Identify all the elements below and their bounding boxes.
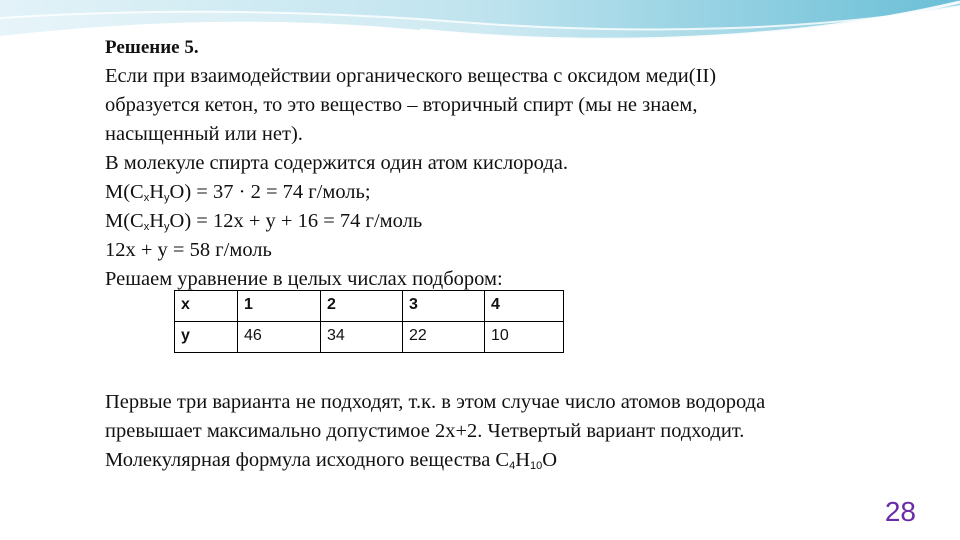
selection-table: [174, 290, 564, 353]
table-cell: 4: [485, 291, 564, 322]
paragraph-line: насыщенный или нет).: [105, 123, 303, 145]
paragraph-line: Если при взаимодействии органического вещества с оксидом меди(II): [105, 65, 717, 87]
page-number: 28: [884, 496, 916, 527]
conclusion-line: превышает максимально допустимое 2x+2. Четвертый вариант подходит.: [105, 420, 745, 442]
table-cell: 2: [321, 291, 403, 322]
table-cell: 46: [238, 322, 321, 353]
solution-text: [105, 33, 905, 294]
table-cell: 10: [485, 322, 564, 353]
solution-heading: Решение 5.: [105, 37, 199, 58]
conclusion-text: [105, 388, 925, 475]
paragraph-line: образуется кетон, то это вещество – вторичный спирт (мы не знаем,: [105, 94, 698, 116]
table-cell: 22: [403, 322, 485, 353]
table-cell: x: [175, 291, 238, 322]
table-row-x: [175, 291, 564, 322]
equation-simplified: 12x + y = 58 г/моль: [105, 239, 272, 261]
equation-formula-mass: $M(C_xH_yO) = 12x + y + 16 = 74$ г/моль: [105, 210, 423, 233]
table-cell: 1: [238, 291, 321, 322]
table-cell: 3: [403, 291, 485, 322]
table-cell: 34: [321, 322, 403, 353]
equation-molar-mass: $M(C_xH_yO) = 37 \cdot 2 = 74$ г/моль;: [105, 181, 371, 204]
molecular-formula-line: Молекулярная формула исходного вещества $C_4H_{10}O$: [105, 449, 558, 472]
table-row-y: [175, 322, 564, 353]
method-line: Решаем уравнение в целых числах подбором:: [105, 268, 503, 290]
conclusion-line: Первые три варианта не подходят, т.к. в этом случае число атомов водорода: [105, 391, 766, 413]
paragraph-line: В молекуле спирта содержится один атом кислорода.: [105, 152, 568, 174]
table-cell: y: [175, 322, 238, 353]
